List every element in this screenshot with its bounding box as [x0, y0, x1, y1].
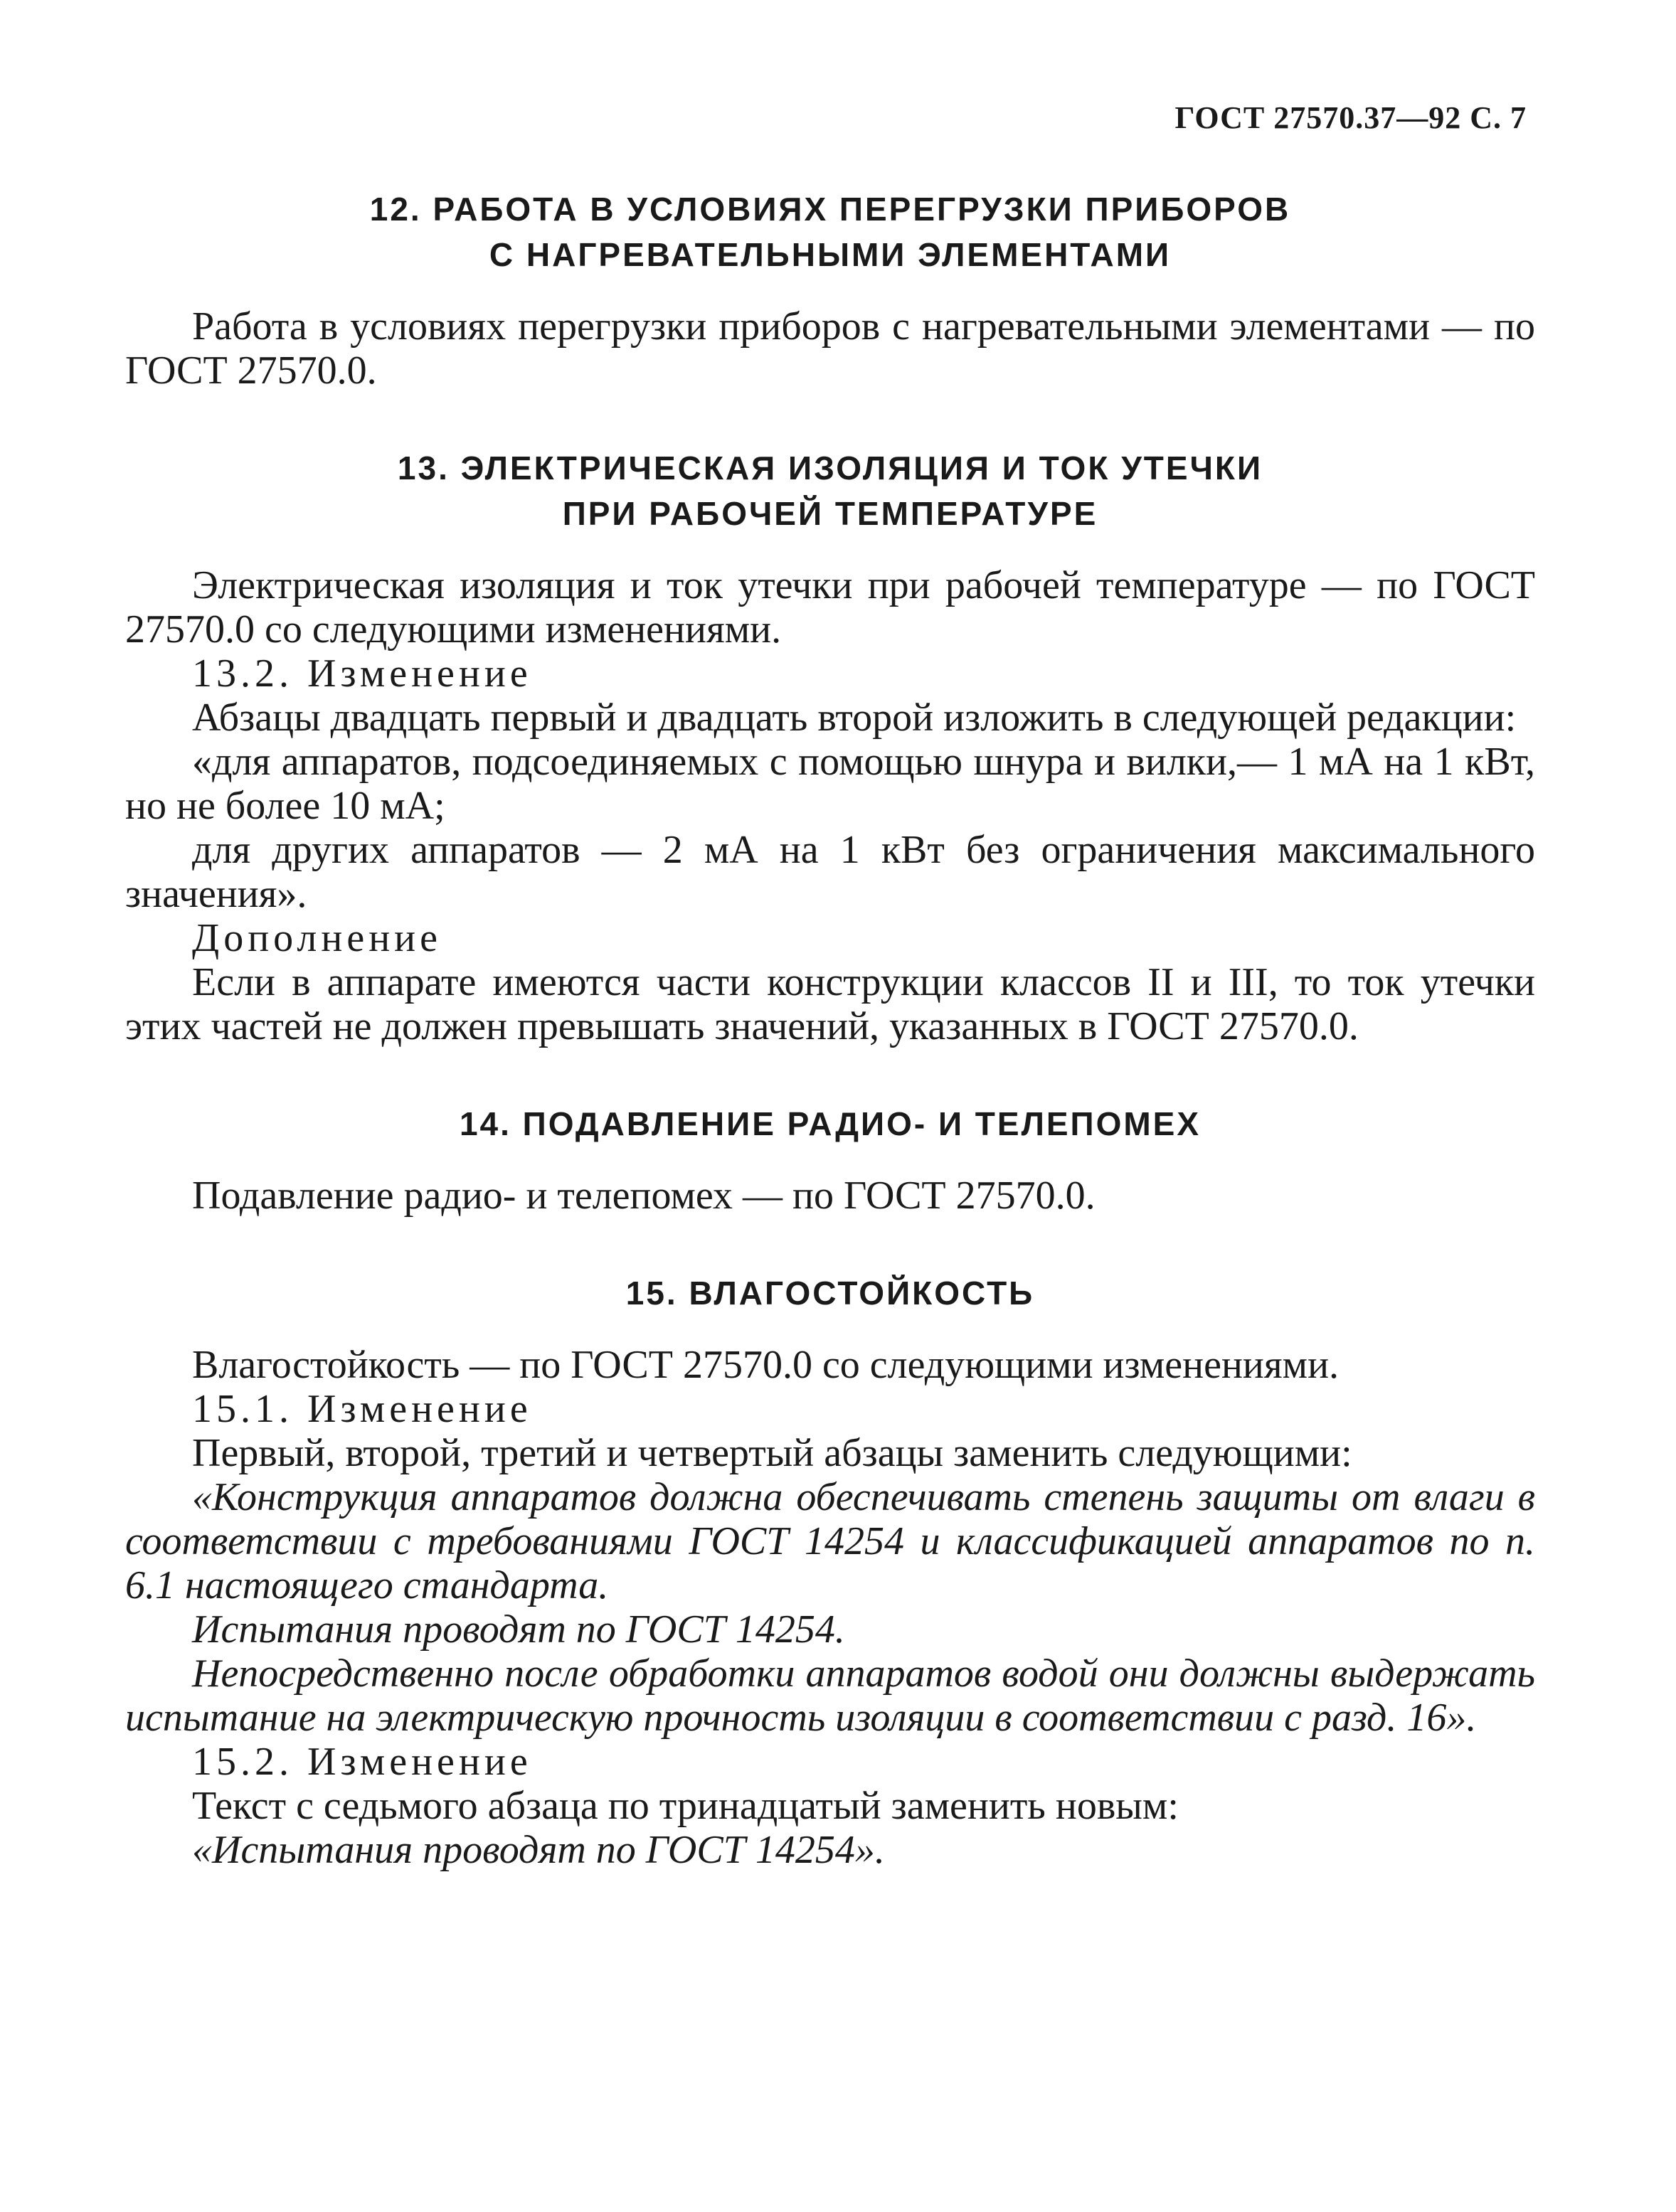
section-15-quote-paragraph-4: «Испытания проводят по ГОСТ 14254».: [192, 1828, 885, 1872]
section-15-quote-paragraph-3: Непосредственно после обработки аппаратов водой они должны выдержать испытание на электрическую прочность изоляции в соответствии с разд. 16».: [125, 1652, 1535, 1740]
section-15-change-label-1: 15.1. Изменение: [192, 1387, 532, 1431]
section-12-paragraph: Работа в условиях перегрузки приборов с нагревательными элементами — по ГОСТ 27570.0.: [125, 304, 1535, 393]
section-13: [125, 445, 1535, 1048]
section-12-title-line2: С НАГРЕВАТЕЛЬНЫМИ ЭЛЕМЕНТАМИ: [489, 236, 1172, 273]
page-content: [125, 186, 1535, 1872]
section-13-change-label: 13.2. Изменение: [192, 652, 532, 696]
section-13-paragraph-1: Электрическая изоляция и ток утечки при рабочей температуре — по ГОСТ 27570.0 со следующими изменениями.: [125, 563, 1535, 652]
section-12: [125, 186, 1535, 393]
section-13-paragraph-4: для других аппаратов — 2 мА на 1 кВт без ограничения максимального значения».: [125, 828, 1535, 916]
section-13-paragraph-3: «для аппаратов, подсоединяемых с помощью шнура и вилки,— 1 мА на 1 кВт, но не более 10 мА;: [125, 740, 1535, 828]
section-13-paragraph-5: Если в аппарате имеются части конструкции классов II и III, то ток утечки этих частей не должен превышать значений, указанных в ГОСТ 27570.0.: [125, 960, 1535, 1048]
section-15-quote-paragraph-1: «Конструкция аппаратов должна обеспечивать степень защиты от влаги в соответствии с требованиями ГОСТ 14254 и классификацией аппаратов по п. 6.1 настоящего стандарта.: [125, 1475, 1535, 1607]
section-14: [125, 1101, 1535, 1218]
section-14-title: 14. ПОДАВЛЕНИЕ РАДИО- И ТЕЛЕПОМЕХ: [459, 1105, 1202, 1142]
section-13-title-line2: ПРИ РАБОЧЕЙ ТЕМПЕРАТУРЕ: [562, 495, 1098, 532]
section-15-quote-paragraph-2: Испытания проводят по ГОСТ 14254.: [192, 1607, 845, 1652]
section-12-title-line1: 12. РАБОТА В УСЛОВИЯХ ПЕРЕГРУЗКИ ПРИБОРОВ: [369, 191, 1291, 228]
section-13-paragraph-2: Абзацы двадцать первый и двадцать второй изложить в следующей редакции:: [192, 696, 1517, 740]
section-14-paragraph: Подавление радио- и телепомех — по ГОСТ 27570.0.: [192, 1174, 1096, 1218]
section-15: [125, 1270, 1535, 1872]
section-15-change-label-2: 15.2. Изменение: [192, 1740, 532, 1784]
running-head: ГОСТ 27570.37—92 С. 7: [1174, 100, 1527, 135]
section-15-title: 15. ВЛАГОСТОЙКОСТЬ: [625, 1275, 1035, 1312]
section-13-title-line1: 13. ЭЛЕКТРИЧЕСКАЯ ИЗОЛЯЦИЯ И ТОК УТЕЧКИ: [397, 450, 1263, 486]
section-15-paragraph-1: Влагостойкость — по ГОСТ 27570.0 со следующими изменениями.: [192, 1343, 1340, 1387]
section-13-addition-label: Дополнение: [192, 916, 442, 960]
section-15-paragraph-2: Первый, второй, третий и четвертый абзацы заменить следующими:: [192, 1431, 1352, 1475]
section-15-paragraph-3: Текст с седьмого абзаца по тринадцатый заменить новым:: [192, 1784, 1179, 1828]
